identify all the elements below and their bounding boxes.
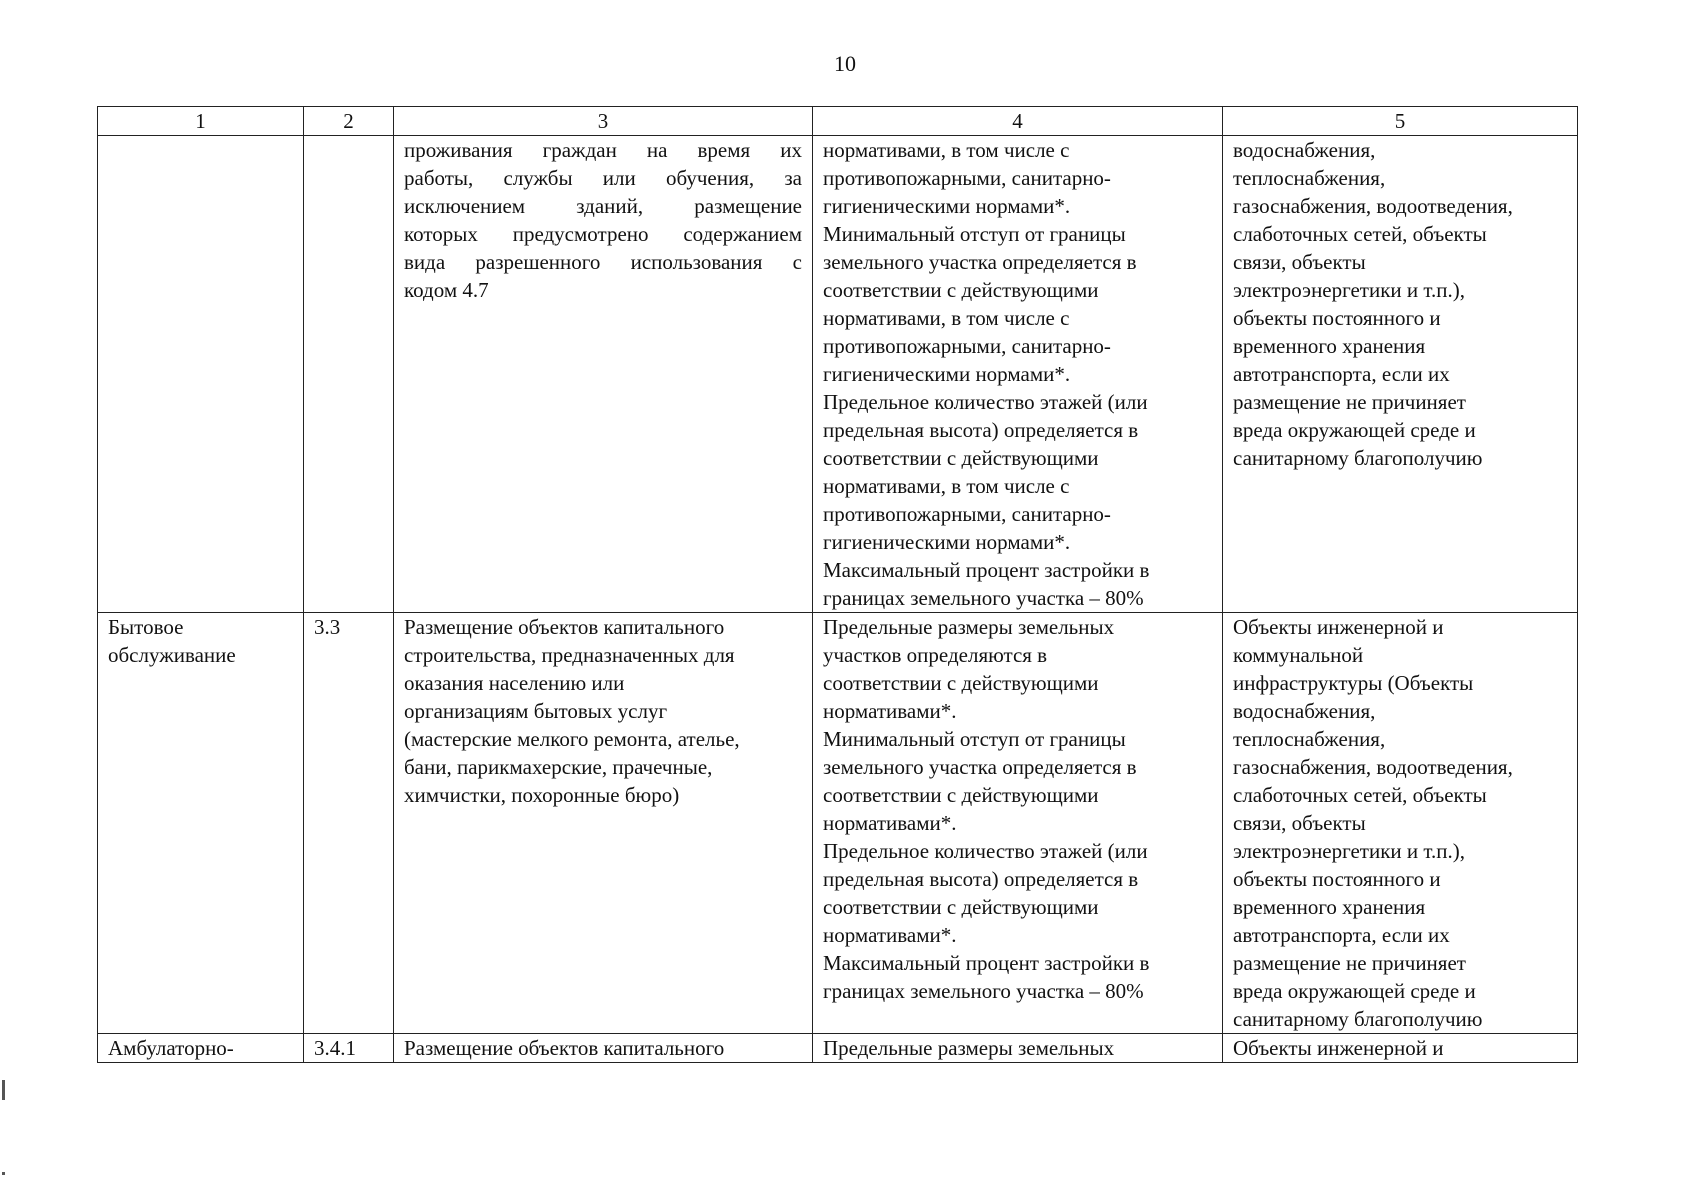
text-line: строительства, предназначенных для: [404, 643, 735, 667]
cell-parameters: [813, 1034, 1223, 1063]
table-row: [98, 1034, 1578, 1063]
table-row: [98, 613, 1578, 1034]
text-line: гигиеническими нормами*.: [823, 530, 1071, 554]
text-line: границах земельного участка – 80%: [823, 586, 1144, 610]
text-line: Предельное количество этажей (или: [823, 390, 1148, 414]
text-line: нормативами*.: [823, 699, 957, 723]
text-line: предельная высота) определяется в: [823, 418, 1139, 442]
text-line: Объекты инженерной и: [1233, 1036, 1444, 1060]
text-line: противопожарными, санитарно-: [823, 502, 1111, 526]
text-line: границах земельного участка – 80%: [823, 979, 1144, 1003]
text-line: слаботочных сетей, объекты: [1233, 783, 1487, 807]
text-line: автотранспорта, если их: [1233, 362, 1450, 386]
text-line: газоснабжения, водоотведения,: [1233, 194, 1513, 218]
text-line: Максимальный процент застройки в: [823, 558, 1150, 582]
text-line: нормативами*.: [823, 811, 957, 835]
text-line: земельного участка определяется в: [823, 250, 1137, 274]
text-line: которых предусмотрено содержанием: [404, 222, 802, 246]
text-line: гигиеническими нормами*.: [823, 194, 1071, 218]
text-line: Предельные размеры земельных: [823, 615, 1115, 639]
text-line: временного хранения: [1233, 334, 1426, 358]
page-number: 10: [834, 51, 856, 76]
text-line: Размещение объектов капитального: [404, 615, 725, 639]
scan-edge-mark: [2, 1080, 5, 1100]
text-line: временного хранения: [1233, 895, 1426, 919]
cell-land-use-name: [98, 1034, 304, 1063]
cell-parameters: [813, 613, 1223, 1034]
column-header: 1: [98, 107, 304, 136]
text-line: санитарному благополучию: [1233, 1007, 1483, 1031]
text-line: нормативами, в том числе с: [823, 306, 1070, 330]
text-line: соответствии с действующими: [823, 278, 1099, 302]
text-line: земельного участка определяется в: [823, 755, 1137, 779]
text-line: связи, объекты: [1233, 250, 1366, 274]
text-line: вреда окружающей среде и: [1233, 418, 1476, 442]
text-line: коммунальной: [1233, 643, 1364, 667]
text-line: (мастерские мелкого ремонта, ателье,: [404, 727, 740, 751]
text-line: предельная высота) определяется в: [823, 867, 1139, 891]
text-line: противопожарными, санитарно-: [823, 166, 1111, 190]
text-line: нормативами, в том числе с: [823, 474, 1070, 498]
text-line: Минимальный отступ от границы: [823, 222, 1126, 246]
text-line: Максимальный процент застройки в: [823, 951, 1150, 975]
text-line: химчистки, похоронные бюро): [404, 783, 680, 807]
column-header: 2: [304, 107, 394, 136]
text-line: водоснабжения,: [1233, 699, 1376, 723]
text-line: теплоснабжения,: [1233, 727, 1386, 751]
text-line: организациям бытовых услуг: [404, 699, 668, 723]
text-line: газоснабжения, водоотведения,: [1233, 755, 1513, 779]
text-line: соответствии с действующими: [823, 671, 1099, 695]
text-line: Минимальный отступ от границы: [823, 727, 1126, 751]
text-line: размещение не причиняет: [1233, 390, 1466, 414]
text-line: соответствии с действующими: [823, 895, 1099, 919]
column-header: 5: [1223, 107, 1578, 136]
cell-description: [394, 1034, 813, 1063]
scan-edge-mark: [2, 1172, 5, 1175]
text-line: объекты постоянного и: [1233, 306, 1441, 330]
column-header: 3: [394, 107, 813, 136]
text-line: Размещение объектов капитального: [404, 1036, 725, 1060]
text-line: проживания граждан на время их: [404, 138, 802, 162]
land-use-table: [97, 106, 1578, 1063]
text-line: участков определяются в: [823, 643, 1048, 667]
text-line: бани, парикмахерские, прачечные,: [404, 755, 713, 779]
cell-auxiliary-uses: [1223, 613, 1578, 1034]
text-line: обслуживание: [108, 643, 236, 667]
cell-description: [394, 613, 813, 1034]
text-line: инфраструктуры (Объекты: [1233, 671, 1474, 695]
cell-land-use-name: [98, 613, 304, 1034]
text-line: нормативами, в том числе с: [823, 138, 1070, 162]
text-line: кодом 4.7: [404, 278, 489, 302]
text-line: вида разрешенного использования с: [404, 250, 802, 274]
cell-auxiliary-uses: [1223, 1034, 1578, 1063]
text-line: Предельное количество этажей (или: [823, 839, 1148, 863]
text-line: электроэнергетики и т.п.),: [1233, 278, 1465, 302]
text-line: связи, объекты: [1233, 811, 1366, 835]
text-line: водоснабжения,: [1233, 138, 1376, 162]
cell-parameters: [813, 136, 1223, 613]
text-line: соответствии с действующими: [823, 446, 1099, 470]
text-line: нормативами*.: [823, 923, 957, 947]
text-line: Объекты инженерной и: [1233, 615, 1444, 639]
cell-land-use-name: [98, 136, 304, 613]
column-header: 4: [813, 107, 1223, 136]
text-line: Бытовое: [108, 615, 184, 639]
text-line: исключением зданий, размещение: [404, 194, 802, 218]
text-line: электроэнергетики и т.п.),: [1233, 839, 1465, 863]
text-line: Предельные размеры земельных: [823, 1036, 1115, 1060]
cell-code: [304, 136, 394, 613]
text-line: размещение не причиняет: [1233, 951, 1466, 975]
text-line: 3.3: [314, 615, 341, 639]
cell-code: [304, 613, 394, 1034]
text-line: соответствии с действующими: [823, 783, 1099, 807]
text-line: Амбулаторно-: [108, 1036, 234, 1060]
text-line: вреда окружающей среде и: [1233, 979, 1476, 1003]
text-line: теплоснабжения,: [1233, 166, 1386, 190]
text-line: гигиеническими нормами*.: [823, 362, 1071, 386]
text-line: работы, службы или обучения, за: [404, 166, 802, 190]
table-header-row: [98, 107, 1578, 136]
cell-code: [304, 1034, 394, 1063]
text-line: противопожарными, санитарно-: [823, 334, 1111, 358]
text-line: слаботочных сетей, объекты: [1233, 222, 1487, 246]
text-line: 3.4.1: [314, 1036, 356, 1060]
cell-description: [394, 136, 813, 613]
cell-auxiliary-uses: [1223, 136, 1578, 613]
text-line: объекты постоянного и: [1233, 867, 1441, 891]
text-line: санитарному благополучию: [1233, 446, 1483, 470]
text-line: оказания населению или: [404, 671, 625, 695]
text-line: автотранспорта, если их: [1233, 923, 1450, 947]
table-row: [98, 136, 1578, 613]
